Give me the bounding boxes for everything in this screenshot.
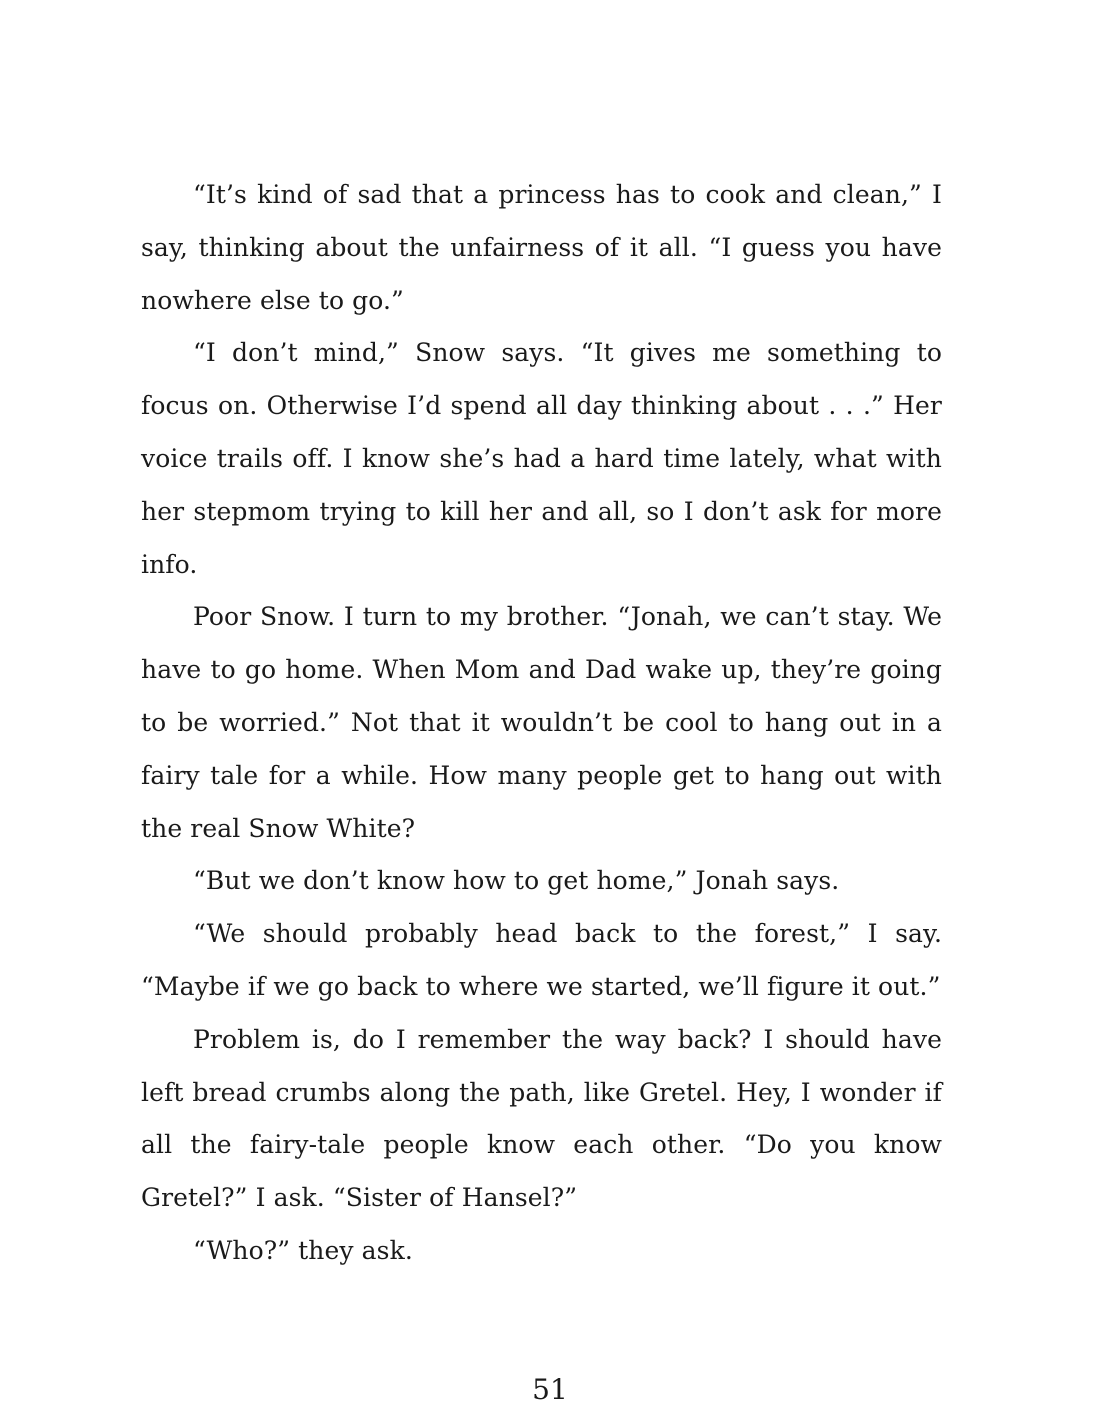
page-number: 51 [532,1373,568,1406]
paragraph: “Who?” they ask. [193,1235,413,1265]
paragraph: “I don’t mind,” Snow says. “It gives me something to focus on. Otherwise I’d spend all day thinking about . . .” Her voice trails off. I know she’s had a hard time lately, what with her stepmom trying to kill her and all, so I don’t ask for more info. [141,338,942,579]
paragraph: Problem is, do I remember the way back? I should have left bread crumbs along the path, like Gretel. Hey, I wonder if all the fairy-tale people know each other. “Do you know Gretel?” I ask. “Sister of Hansel?” [141,1024,942,1213]
paragraph: Poor Snow. I turn to my brother. “Jonah, we can’t stay. We have to go home. When Mom and Dad wake up, they’re going to be worried.” Not that it wouldn’t be cool to hang out in a fairy tale for a while. How many people get to hang out with the real Snow White? [141,602,942,843]
page-body [141,169,942,1278]
paragraph: “But we don’t know how to get home,” Jonah says. [193,866,840,896]
paragraph: “It’s kind of sad that a princess has to cook and clean,” I say, thinking about the unfairness of it all. “I guess you have nowhere else to go.” [141,180,942,315]
paragraph: “We should probably head back to the forest,” I say. “Maybe if we go back to where we started, we’ll figure it out.” [141,919,942,1001]
